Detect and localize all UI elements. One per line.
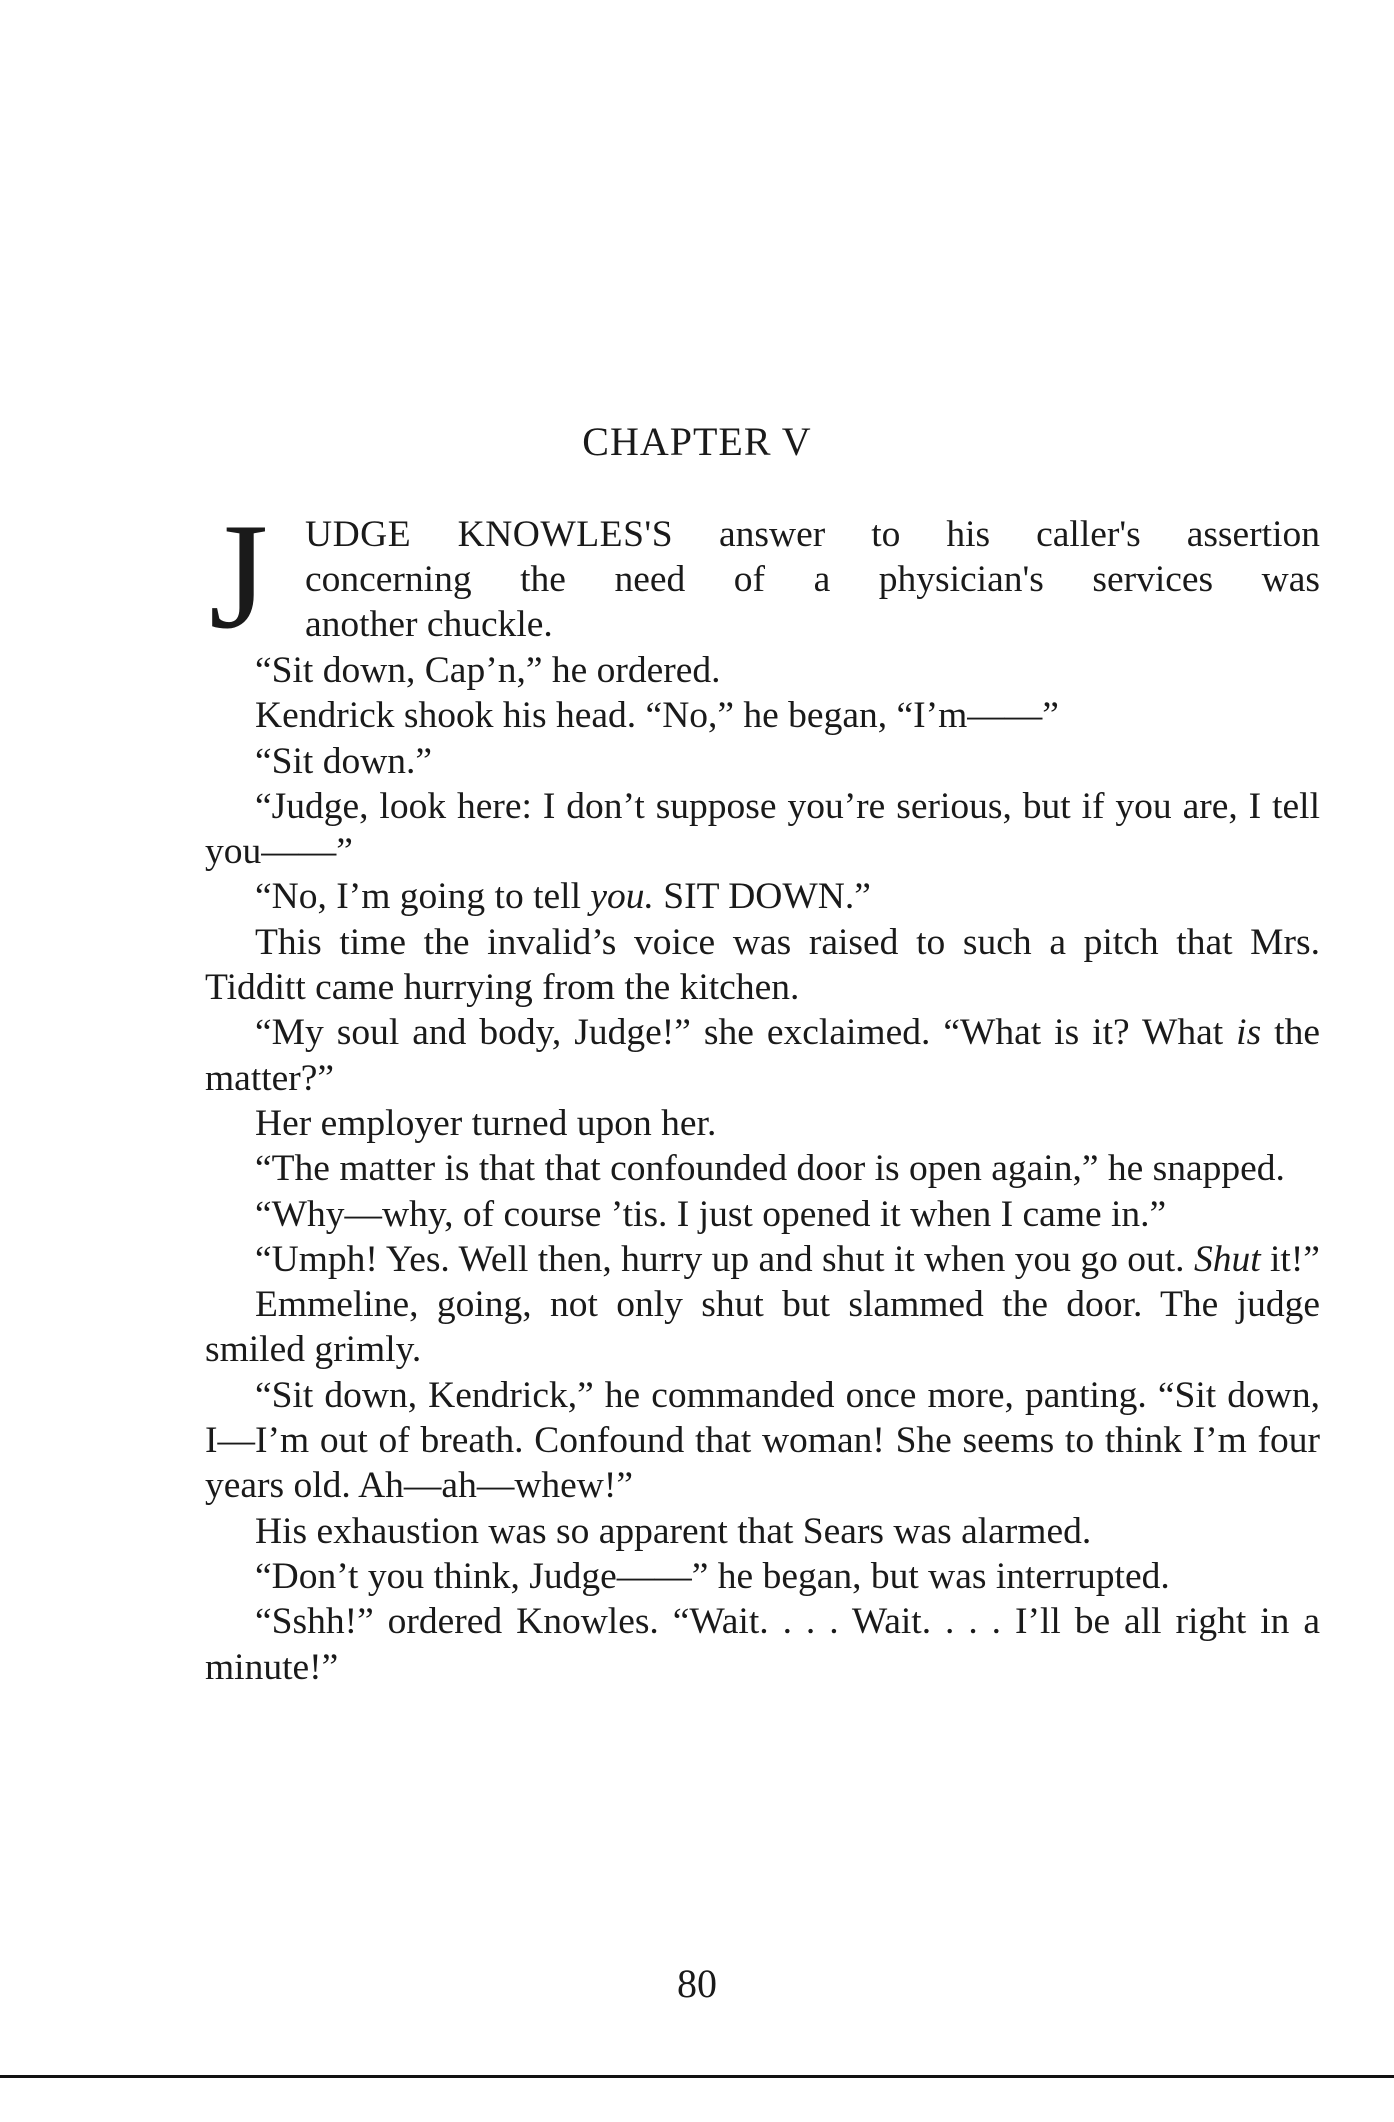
italic-text: you. <box>590 876 654 918</box>
paragraph <box>205 1146 1320 1191</box>
paragraph-text: “No, I’m going to tell <box>255 876 591 918</box>
opening-paragraph <box>205 492 1320 660</box>
paragraph <box>205 1554 1320 1599</box>
paragraph-text: Her employer turned upon her. <box>255 1102 717 1144</box>
paragraph <box>205 1373 1320 1509</box>
paragraph <box>205 920 1320 1011</box>
italic-text: is <box>1236 1012 1262 1054</box>
opening-caps: UDGE KNOWLES'S <box>305 514 674 555</box>
paragraph <box>205 739 1320 784</box>
paragraph <box>205 1509 1320 1554</box>
page-number: 80 <box>677 1961 717 2006</box>
paragraph-text: Kendrick shook his head. “No,” he began, “I’m——” <box>255 695 1059 737</box>
paragraph-text: “Umph! Yes. Well then, hurry up and shut it when you go out. <box>255 1238 1194 1280</box>
paragraph <box>205 693 1320 738</box>
paragraph-text: it!” <box>1260 1238 1320 1280</box>
paragraph <box>205 874 1320 919</box>
paragraph-text: Emmeline, going, not only shut but slammed the door. The judge smiled grimly. <box>205 1284 1320 1371</box>
opening-line-3: another chuckle. <box>305 604 553 645</box>
paragraph-text: SIT DOWN.” <box>653 876 871 918</box>
drop-cap: J <box>209 492 269 660</box>
paragraph <box>205 1237 1320 1282</box>
paragraph <box>205 1599 1320 1690</box>
paragraph-text: “Sit down, Kendrick,” he commanded once more, panting. “Sit down, I—I’m out of breath. Confound that woman! She seems to think I’m four years old. Ah—ah—whew!” <box>205 1374 1320 1507</box>
paragraph-text: the matter?” <box>205 1012 1320 1099</box>
paragraph-text: “Don’t you think, Judge——” he began, but was interrupted. <box>255 1555 1170 1597</box>
paragraph-list <box>205 648 1320 1690</box>
paragraph-text: His exhaustion was so apparent that Sears was alarmed. <box>255 1510 1092 1552</box>
paragraph-text: “Why—why, of course ’tis. I just opened it when I came in.” <box>255 1193 1167 1235</box>
opening-line-1 <box>305 512 1320 557</box>
italic-text: Shut <box>1193 1238 1261 1280</box>
paragraph-text: This time the invalid’s voice was raised to such a pitch that Mrs. Tidditt came hurrying from the kitchen. <box>205 921 1320 1009</box>
paragraph <box>205 648 1320 693</box>
chapter-title: CHAPTER V <box>582 419 812 464</box>
paragraph-text: “My soul and body, Judge!” she exclaimed. “What is it? What <box>255 1012 1237 1054</box>
paragraph <box>205 1101 1320 1146</box>
paragraph-text: “Judge, look here: I don’t suppose you’re serious, but if you are, I tell you——” <box>205 785 1320 873</box>
paragraph <box>205 1010 1320 1101</box>
paragraph <box>205 784 1320 875</box>
paragraph-text: “The matter is that that confounded door is open again,” he snapped. <box>255 1148 1285 1190</box>
paragraph <box>205 1192 1320 1237</box>
paragraph <box>205 1282 1320 1373</box>
paragraph-text: “Sit down, Cap’n,” he ordered. <box>255 650 721 691</box>
paragraph-text: “Sit down.” <box>255 740 433 782</box>
bottom-rule <box>0 2075 1394 2078</box>
paragraph-text: “Sshh!” ordered Knowles. “Wait. . . . Wait. . . . I’ll be all right in a minute!” <box>205 1601 1320 1688</box>
opening-line-2: concerning the need of a physician's services was <box>305 559 1320 600</box>
chapter-text <box>205 492 1320 1690</box>
opening-line-1-rest: answer to his caller's assertion <box>673 514 1320 555</box>
